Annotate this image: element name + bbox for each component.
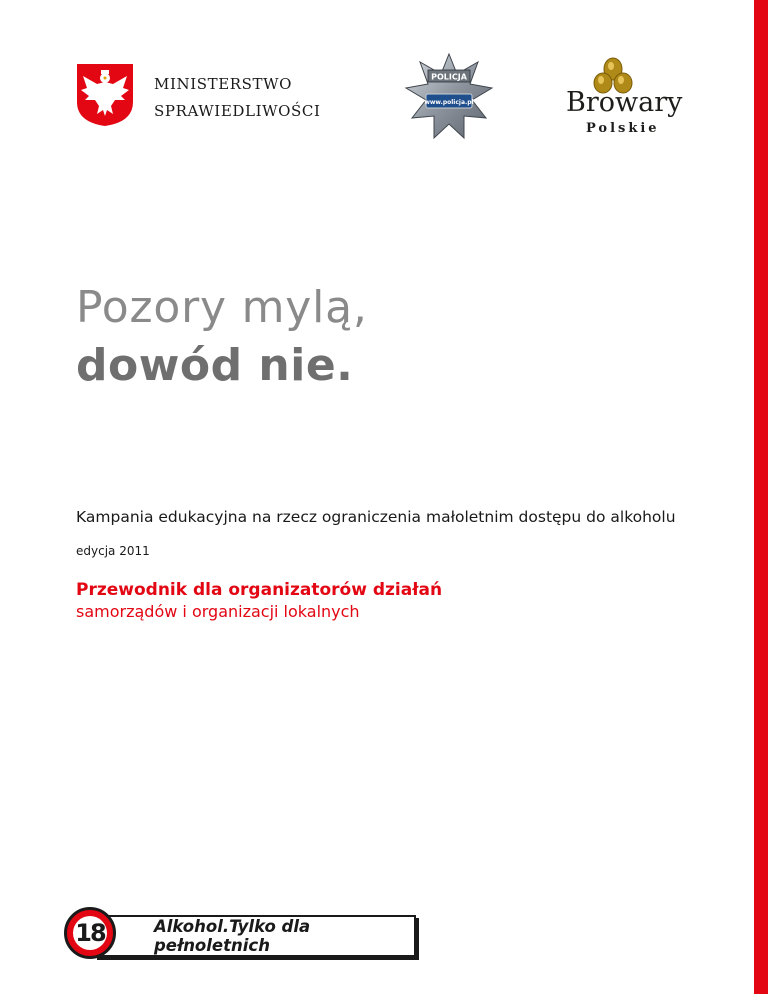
red-side-bar <box>754 0 768 994</box>
badge-number: 18 <box>75 919 105 947</box>
ministry-name <box>154 71 321 125</box>
brewery-name: Browary <box>566 87 683 118</box>
badge-text: Alkohol.Tylko dla pełnoletnich <box>154 917 311 955</box>
title-line2: dowód nie. <box>76 340 354 391</box>
age-18-icon <box>64 907 116 959</box>
title-line1: Pozory mylą, <box>76 282 368 333</box>
brewery-subtitle: Polskie <box>586 121 660 136</box>
ministry-line1: MINISTERSTWO <box>154 75 293 93</box>
campaign-description: Kampania edukacyjna na rzecz ograniczenia małoletnim dostępu do alkoholu <box>76 508 676 526</box>
edition-label: edycja 2011 <box>76 544 150 558</box>
police-label: POLICJA <box>431 72 467 82</box>
police-url: www.policja.pl <box>424 99 474 106</box>
page-title <box>76 278 368 394</box>
guide-subtitle: samorządów i organizacji lokalnych <box>76 602 360 621</box>
age-restriction-badge <box>64 905 420 961</box>
ministry-line2: SPRAWIEDLIWOŚCI <box>154 102 321 120</box>
police-star-icon <box>404 52 494 140</box>
guide-title: Przewodnik dla organizatorów działań <box>76 580 443 600</box>
polish-eagle-icon <box>75 62 135 128</box>
